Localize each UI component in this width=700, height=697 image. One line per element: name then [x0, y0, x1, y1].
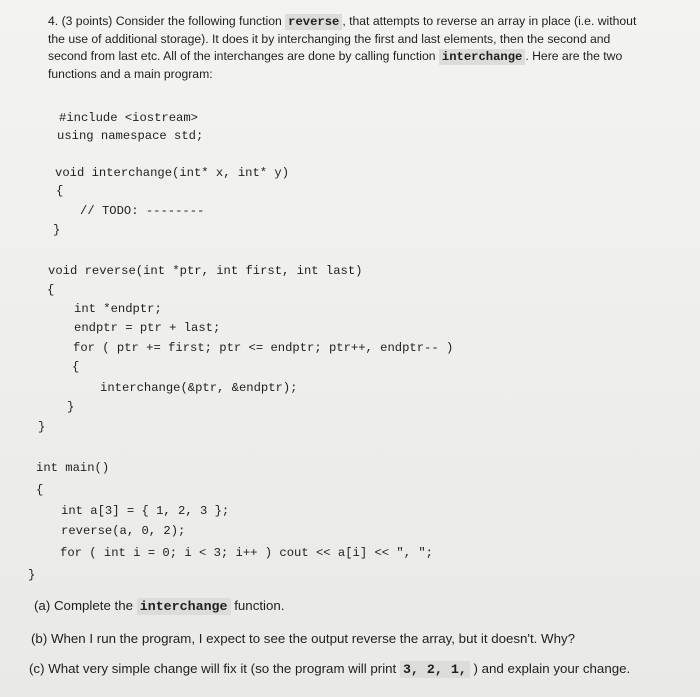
- code-line-array-init: int a[3] = { 1, 2, 3 };: [61, 504, 230, 518]
- problem-points: (3 points): [61, 14, 113, 28]
- code-line-brace-open-3: {: [72, 360, 80, 374]
- intro-text-1: Consider the following function: [112, 14, 286, 28]
- code-line-using: using namespace std;: [57, 129, 204, 143]
- code-line-brace-open-2: {: [47, 283, 55, 297]
- reverse-function-name: reverse: [285, 14, 342, 30]
- code-line-brace-open-4: {: [36, 483, 44, 497]
- question-a-code: interchange: [137, 598, 231, 615]
- code-line-interchange-signature: void interchange(int* x, int* y): [55, 166, 290, 180]
- code-line-brace-open-1: {: [56, 184, 64, 198]
- code-line-brace-close-4: }: [28, 568, 36, 582]
- intro-text-3: . Here are the two functions and a main program:: [48, 49, 623, 81]
- intro-text-2: , that attempts to reverse an array in place (i.e. without the use of additional storage). It does it by interchanging the first and last elements, then the second and second from last etc. All of the interchanges are done by calling function: [48, 14, 637, 63]
- code-line-brace-close-1: }: [53, 223, 61, 237]
- code-line-todo: // TODO: --------: [80, 204, 205, 218]
- code-line-endptr-decl: int *endptr;: [74, 302, 162, 316]
- code-line-brace-close-3: }: [67, 400, 75, 414]
- question-c: [29, 661, 630, 677]
- code-line-for-loop-2: for ( int i = 0; i < 3; i++ ) cout << a[i] << ", ";: [60, 546, 433, 560]
- question-b: (b) When I run the program, I expect to see the output reverse the array, but it doesn't. Why?: [31, 631, 576, 646]
- question-a: [34, 598, 284, 614]
- question-a-text: (a) Complete the: [34, 598, 137, 613]
- code-line-for-loop-1: for ( ptr += first; ptr <= endptr; ptr++, endptr-- ): [73, 341, 454, 355]
- code-line-reverse-call: reverse(a, 0, 2);: [61, 524, 186, 538]
- problem-statement: [48, 13, 650, 83]
- question-c-code: 3, 2, 1,: [400, 661, 470, 678]
- code-line-main-signature: int main(): [36, 461, 110, 475]
- code-line-interchange-call: interchange(&ptr, &endptr);: [100, 381, 298, 395]
- question-a-end: function.: [230, 598, 285, 613]
- code-line-endptr-assign: endptr = ptr + last;: [74, 321, 221, 335]
- code-line-include: #include <iostream>: [59, 111, 198, 125]
- question-c-end: ) and explain your change.: [469, 661, 631, 676]
- question-c-text: (c) What very simple change will fix it (so the program will print: [29, 661, 400, 676]
- code-line-reverse-signature: void reverse(int *ptr, int first, int last): [48, 264, 363, 278]
- code-line-brace-close-2: }: [38, 420, 46, 434]
- problem-number: 4.: [48, 14, 59, 28]
- interchange-function-name: interchange: [439, 49, 525, 65]
